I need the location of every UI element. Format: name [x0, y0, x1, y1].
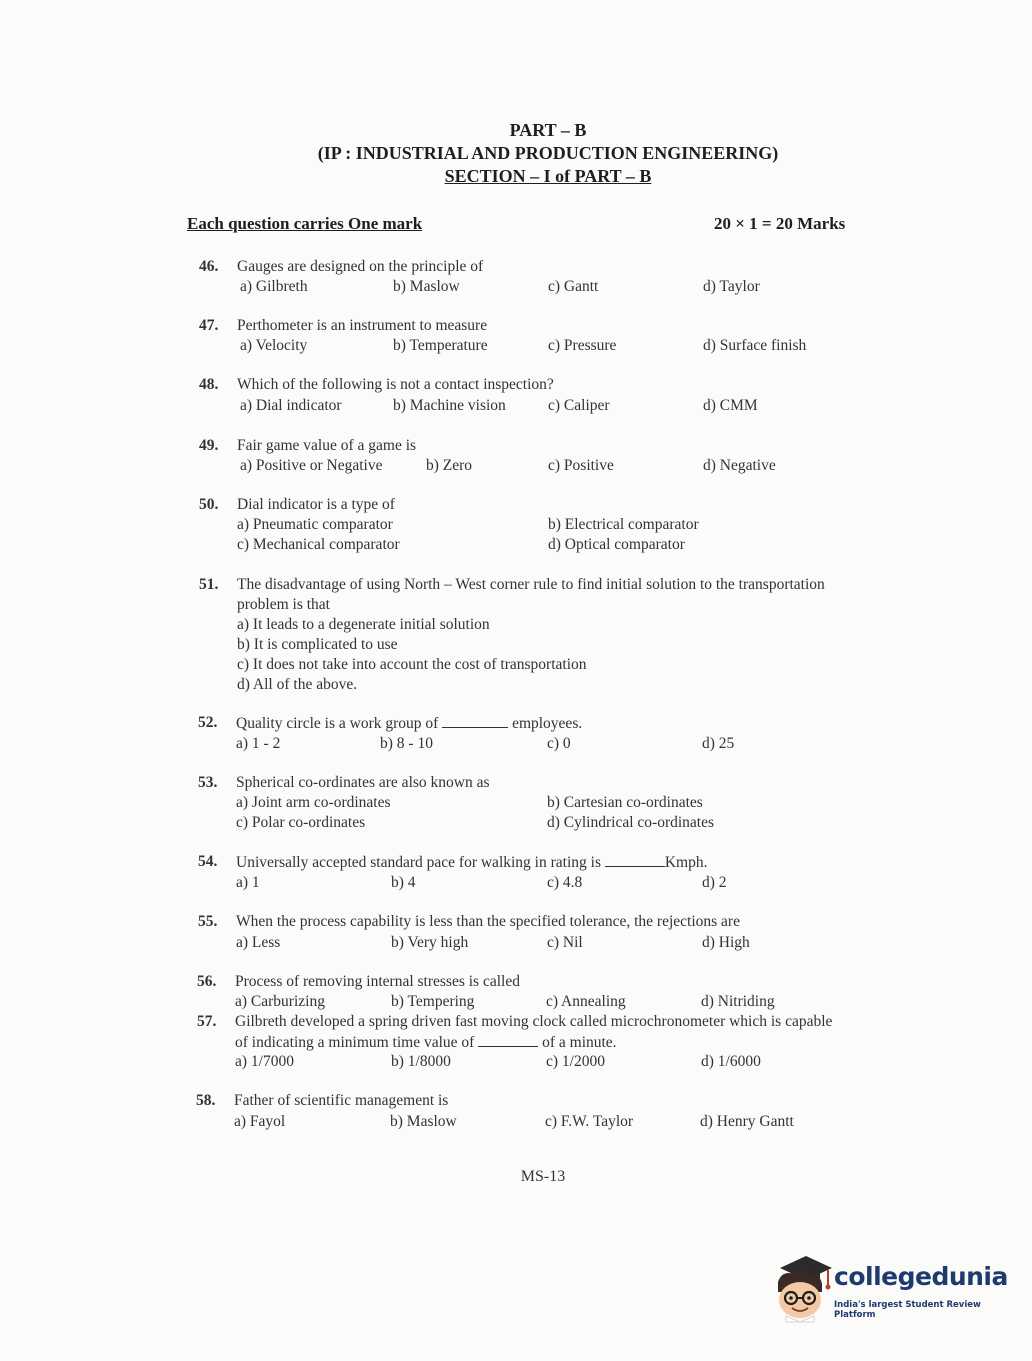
option-b: b) Cartesian co-ordinates: [547, 794, 703, 811]
page-number: MS-13: [520, 1168, 566, 1185]
option-d: d) All of the above.: [237, 676, 358, 693]
option-b: b) It is complicated to use: [237, 636, 398, 653]
option-c: c) Annealing: [546, 993, 626, 1010]
answer-blank: [478, 1033, 538, 1047]
option-c: c) Gantt: [548, 278, 599, 295]
question-text-continued: problem is that: [237, 596, 330, 613]
question-number: 46.: [199, 258, 219, 275]
option-b: b) 4: [391, 874, 416, 891]
question-number: 47.: [199, 317, 219, 334]
option-c: c) F.W. Taylor: [545, 1113, 634, 1130]
option-c: c) Pressure: [548, 337, 617, 354]
option-d: d) Surface finish: [703, 337, 807, 354]
option-a: a) Velocity: [240, 337, 308, 354]
question-number: 48.: [199, 376, 219, 393]
option-b: b) Machine vision: [393, 397, 506, 414]
answer-blank: [605, 853, 665, 867]
question-text: Dial indicator is a type of: [237, 496, 395, 513]
option-c: c) Nil: [547, 934, 583, 951]
question-number: 58.: [196, 1092, 216, 1109]
question-number: 54.: [198, 853, 218, 870]
option-d: d) Cylindrical co-ordinates: [547, 814, 715, 831]
option-a: a) Gilbreth: [240, 278, 308, 295]
option-a: a) Fayol: [234, 1113, 286, 1130]
option-d: d) 25: [702, 735, 735, 752]
question-number: 56.: [197, 973, 217, 990]
question-text: Process of removing internal stresses is called: [235, 973, 520, 990]
option-b: b) Maslow: [393, 278, 460, 295]
answer-blank: [442, 714, 508, 728]
question-text: When the process capability is less than the specified tolerance, the rejections are: [236, 913, 740, 930]
option-a: a) Carburizing: [235, 993, 325, 1010]
option-d: d) Henry Gantt: [700, 1113, 794, 1130]
option-b: b) 8 - 10: [380, 735, 433, 752]
option-a: a) 1: [236, 874, 260, 891]
option-c: c) Caliper: [548, 397, 610, 414]
question-number: 57.: [197, 1013, 217, 1030]
mascot-icon: [772, 1252, 832, 1330]
option-a: a) Less: [236, 934, 281, 951]
brand-name: collegedunia: [834, 1262, 1008, 1291]
question-text: Gauges are designed on the principle of: [237, 258, 484, 275]
option-a: a) 1 - 2: [236, 735, 281, 752]
option-b: b) 1/8000: [391, 1053, 451, 1070]
option-a: a) 1/7000: [235, 1053, 294, 1070]
option-b: b) Tempering: [391, 993, 475, 1010]
option-c: c) 0: [547, 735, 571, 752]
option-a: a) Joint arm co-ordinates: [236, 794, 391, 811]
option-b: b) Zero: [426, 457, 473, 474]
option-a: a) It leads to a degenerate initial solution: [237, 616, 490, 633]
option-b: b) Electrical comparator: [548, 516, 699, 533]
section-title: SECTION – I of PART – B: [444, 166, 652, 186]
option-b: b) Very high: [391, 934, 469, 951]
subject-title: (IP : INDUSTRIAL AND PRODUCTION ENGINEERING): [317, 143, 779, 163]
collegedunia-logo: [772, 1252, 1008, 1332]
option-d: d) 1/6000: [701, 1053, 761, 1070]
part-title: PART – B: [509, 120, 587, 140]
option-b: b) Maslow: [390, 1113, 457, 1130]
marks-note: Each question carries One mark: [187, 214, 423, 233]
option-d: d) Nitriding: [701, 993, 775, 1010]
question-number: 51.: [199, 576, 219, 593]
total-marks: 20 × 1 = 20 Marks: [714, 214, 846, 233]
question-number: 52.: [198, 714, 218, 731]
option-c: c) 1/2000: [546, 1053, 605, 1070]
question-text: Gilbreth developed a spring driven fast moving clock called microchronometer which is capable: [235, 1013, 833, 1030]
option-c: c) Mechanical comparator: [237, 536, 400, 553]
question-number: 50.: [199, 496, 219, 513]
question-number: 53.: [198, 774, 218, 791]
option-d: d) Negative: [703, 457, 776, 474]
option-d: d) 2: [702, 874, 727, 891]
question-text-continued: of indicating a minimum time value of of a minute.: [235, 1034, 617, 1051]
question-text: Spherical co-ordinates are also known as: [236, 774, 490, 791]
option-d: d) High: [702, 934, 750, 951]
question-text: Universally accepted standard pace for walking in rating is Kmph.: [236, 854, 708, 871]
question-text: Fair game value of a game is: [237, 437, 417, 454]
option-c: c) Polar co-ordinates: [236, 814, 366, 831]
question-number: 49.: [199, 437, 219, 454]
question-text: Which of the following is not a contact inspection?: [237, 376, 554, 393]
option-a: a) Positive or Negative: [240, 457, 383, 474]
option-b: b) Temperature: [393, 337, 488, 354]
option-c: c) It does not take into account the cost of transportation: [237, 656, 587, 673]
option-c: c) 4.8: [547, 874, 583, 891]
question-number: 55.: [198, 913, 218, 930]
option-d: d) CMM: [703, 397, 758, 414]
question-text: The disadvantage of using North – West corner rule to find initial solution to the transportation: [237, 576, 825, 593]
option-a: a) Dial indicator: [240, 397, 342, 414]
question-text: Quality circle is a work group of employees.: [236, 715, 583, 732]
question-text: Father of scientific management is: [234, 1092, 449, 1109]
option-d: d) Optical comparator: [548, 536, 685, 553]
option-d: d) Taylor: [703, 278, 760, 295]
option-c: c) Positive: [548, 457, 614, 474]
brand-tagline: India's largest Student Review Platform: [834, 1300, 981, 1320]
question-text: Perthometer is an instrument to measure: [237, 317, 488, 334]
option-a: a) Pneumatic comparator: [237, 516, 393, 533]
